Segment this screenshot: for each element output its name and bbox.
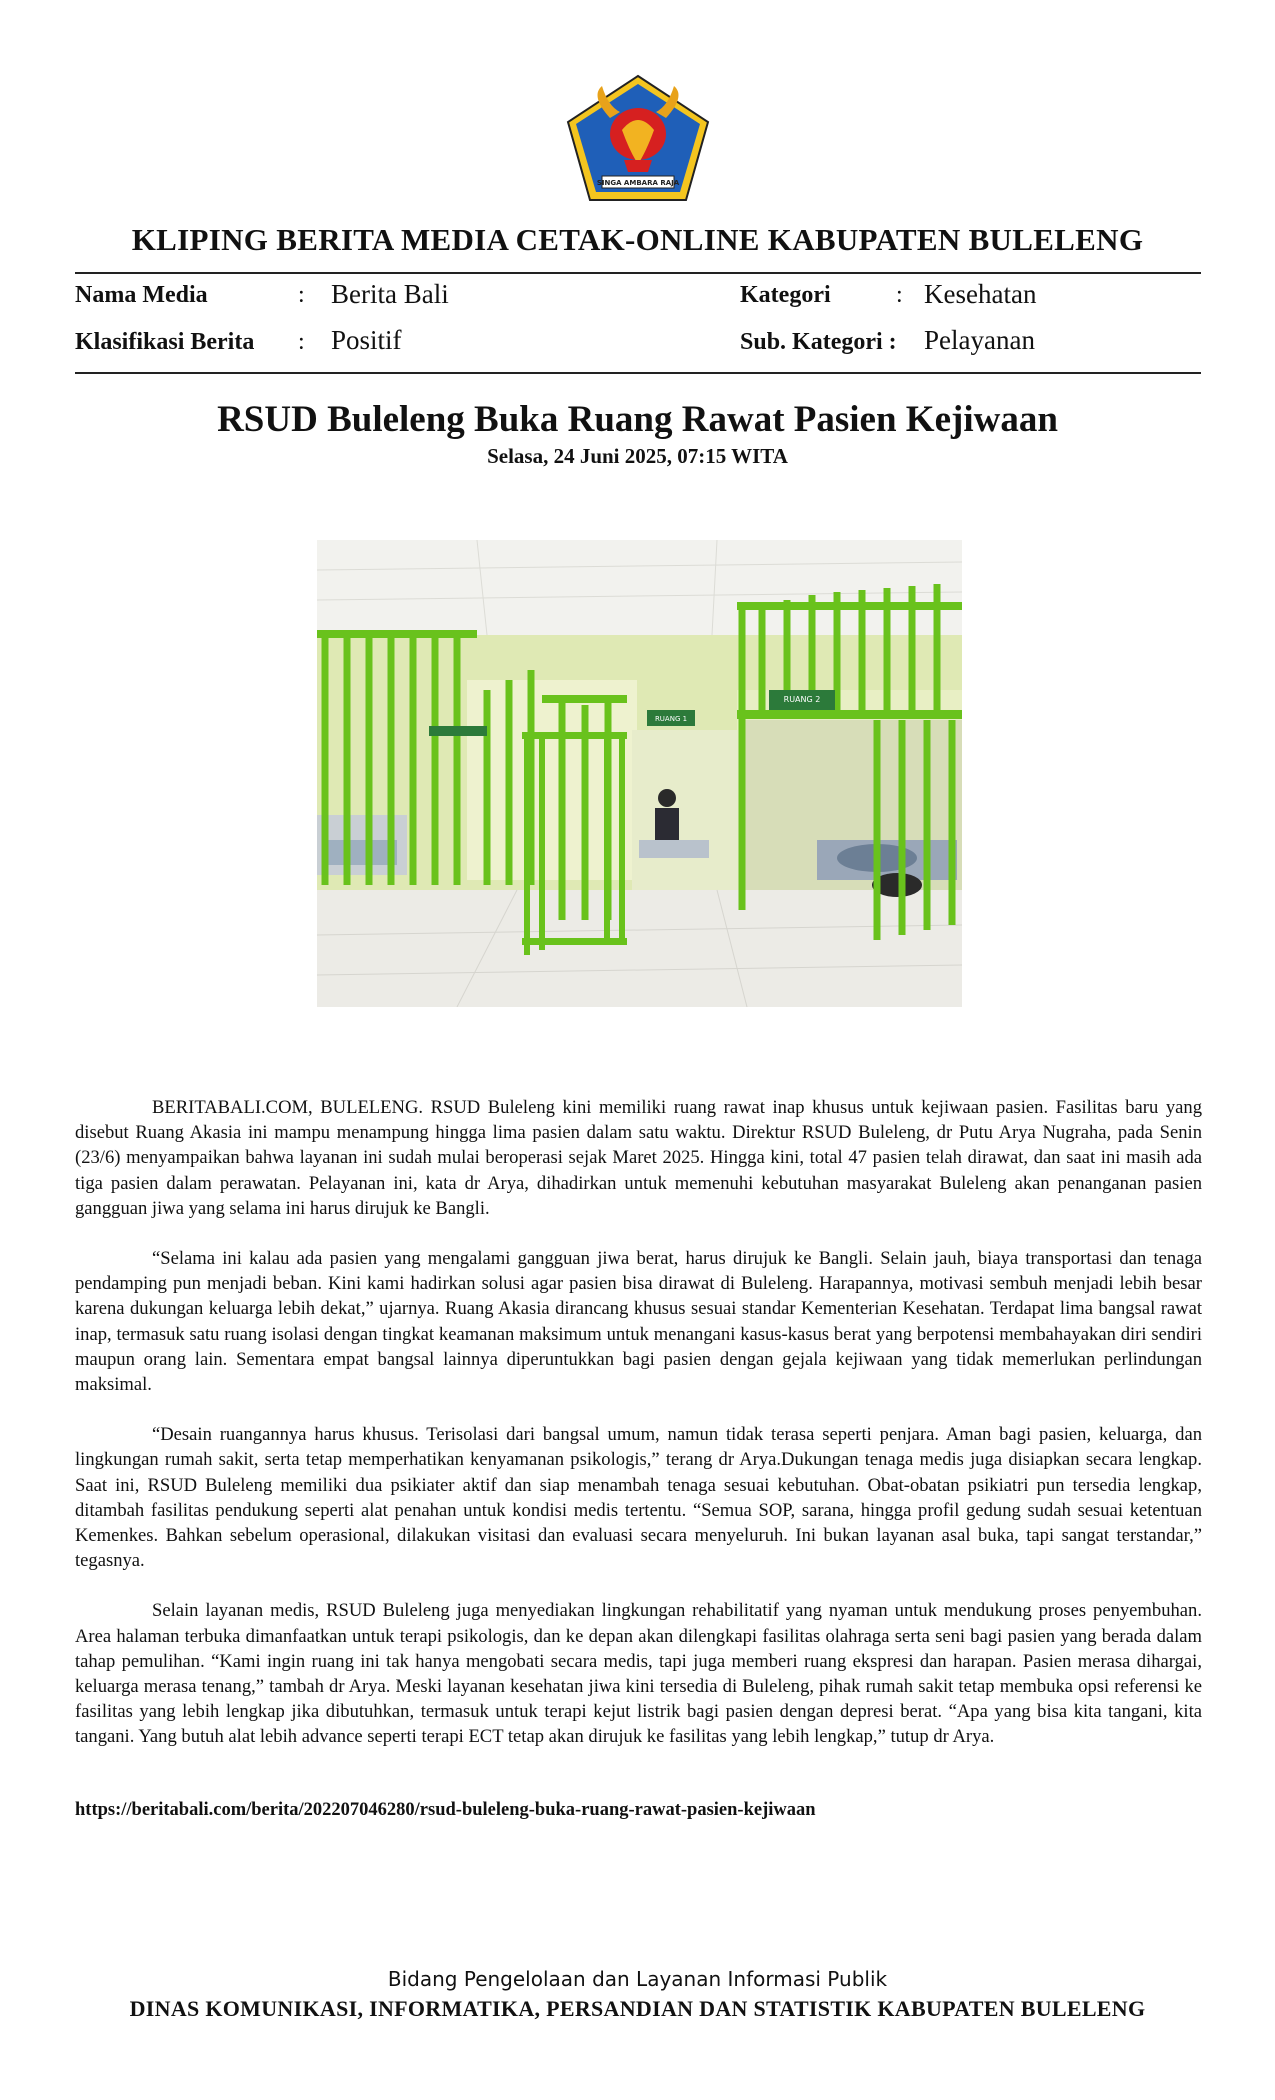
- article-photo: [317, 540, 962, 1007]
- header-rule-top: [75, 272, 1201, 274]
- photo-sign-ruang-2: RUANG 2: [783, 695, 821, 704]
- header-rule-bottom: [75, 372, 1201, 374]
- klasifikasi-value: Positif: [331, 325, 402, 355]
- footer-agency: DINAS KOMUNIKASI, INFORMATIKA, PERSANDIAN DAN STATISTIK KABUPATEN BULELENG: [129, 1996, 1146, 2021]
- source-link[interactable]: https://beritabali.com/berita/202207046280/rsud-buleleng-buka-ruang-rawat-pasien-kejiwaan: [75, 1800, 816, 1820]
- article-body: [75, 1095, 1202, 1775]
- kategori-colon: :: [896, 282, 903, 308]
- article-paragraph: BERITABALI.COM, BULELENG. RSUD Buleleng kini memiliki ruang rawat inap khusus untuk kejiwaan pasien. Fasilitas baru yang disebut Ruang Akasia ini mampu menampung hingga lima pasien dalam satu waktu. Direktur RSUD Buleleng, dr Putu Arya Nugraha, pada Senin (23/6) menyampaikan bahwa layanan ini sudah mulai beroperasi sejak Maret 2025. Hingga kini, total 47 pasien telah dirawat, dan saat ini masih ada tiga pasien dalam perawatan. Pelayanan ini, kata dr Arya, dihadirkan untuk memenuhi kebutuhan masyarakat Buleleng akan penanganan pasien gangguan jiwa yang selama ini harus dirujuk ke Bangli.: [75, 1097, 1202, 1219]
- singa-ambara-raja-crest-icon: [562, 72, 714, 204]
- article-paragraph: Selain layanan medis, RSUD Buleleng juga menyediakan lingkungan rehabilitatif yang nyaman untuk mendukung proses penyembuhan. Area halaman terbuka dimanfaatkan untuk terapi psikologis, dan ke depan akan dilengkapi fasilitas olahraga serta seni bagi pasien yang berada dalam tahap pemulihan. “Kami ingin ruang ini tak hanya mengobati secara medis, tapi juga memberi ruang ekspresi dan harapan. Pasien merasa dihargai, keluarga merasa tenang,” tambah dr Arya. Meski layanan kesehatan jiwa kini tersedia di Buleleng, pihak rumah sakit tetap membuka opsi referensi ke fasilitas yang lebih lengkap jika dibutuhkan, termasuk untuk terapi kejut listrik bagi pasien dengan depresi berat. “Apa yang bisa kita tangani, kita tangani. Yang butuh alat lebih advance seperti terapi ECT tetap akan dirujuk ke fasilitas yang lebih lengkap,” tutup dr Arya.: [75, 1600, 1202, 1748]
- subkategori-label: Sub. Kategori :: [740, 329, 897, 355]
- article-title: RSUD Buleleng Buka Ruang Rawat Pasien Kejiwaan: [217, 399, 1058, 440]
- article-paragraph: “Selama ini kalau ada pasien yang mengalami gangguan jiwa berat, harus dirujuk ke Bangli. Selain jauh, biaya transportasi dan tenaga pendamping pun menjadi beban. Kini kami hadirkan solusi agar pasien bisa dirawat di Buleleng. Harapannya, motivasi sembuh menjadi lebih besar karena dukungan keluarga lebih dekat,” ujarnya. Ruang Akasia dirancang khusus sesuai standar Kementerian Kesehatan. Terdapat lima bangsal rawat inap, termasuk satu ruang isolasi dengan tingkat keamanan maksimum untuk menangani kasus-kasus berat yang berpotensi membahayakan diri sendiri maupun orang lain. Sementara empat bangsal lainnya diperuntukkan bagi pasien dengan gejala kejiwaan yang tidak memerlukan perlindungan maksimal.: [75, 1248, 1202, 1396]
- page-header-title: KLIPING BERITA MEDIA CETAK-ONLINE KABUPATEN BULELENG: [131, 222, 1144, 257]
- photo-sign-ruang-1: RUANG 1: [654, 715, 688, 723]
- media-label: Nama Media: [75, 282, 208, 308]
- footer-department: Bidang Pengelolaan dan Layanan Informasi Publik: [387, 1967, 888, 1991]
- kategori-label: Kategori: [740, 282, 831, 308]
- klasifikasi-colon: :: [298, 329, 305, 355]
- logo-text: SINGA AMBARA RAJA: [596, 179, 680, 187]
- media-value: Berita Bali: [331, 279, 449, 309]
- kategori-value: Kesehatan: [924, 279, 1037, 309]
- article-paragraph: “Desain ruangannya harus khusus. Terisolasi dari bangsal umum, namun tidak terasa seperti penjara. Aman bagi pasien, keluarga, dan lingkungan rumah sakit, serta tetap memperhatikan kenyamanan psikologis,” terang dr Arya.Dukungan tenaga medis juga disiapkan secara lengkap. Saat ini, RSUD Buleleng memiliki dua psikiater aktif dan siap menambah tenaga sesuai kebutuhan. Obat-obatan psikiatri pun tersedia lengkap, ditambah fasilitas pendukung seperti alat penahan untuk kondisi medis tertentu. “Semua SOP, sarana, hingga profil gedung sudah sesuai ketentuan Kemenkes. Bahkan sebelum operasional, dilakukan visitasi dan evaluasi secara menyeluruh. Ini bukan layanan asal buka, tapi sangat terstandar,” tegasnya.: [75, 1424, 1202, 1572]
- article-date: Selasa, 24 Juni 2025, 07:15 WITA: [487, 444, 788, 468]
- klasifikasi-label: Klasifikasi Berita: [75, 329, 255, 355]
- subkategori-value: Pelayanan: [924, 325, 1035, 355]
- media-colon: :: [298, 282, 305, 308]
